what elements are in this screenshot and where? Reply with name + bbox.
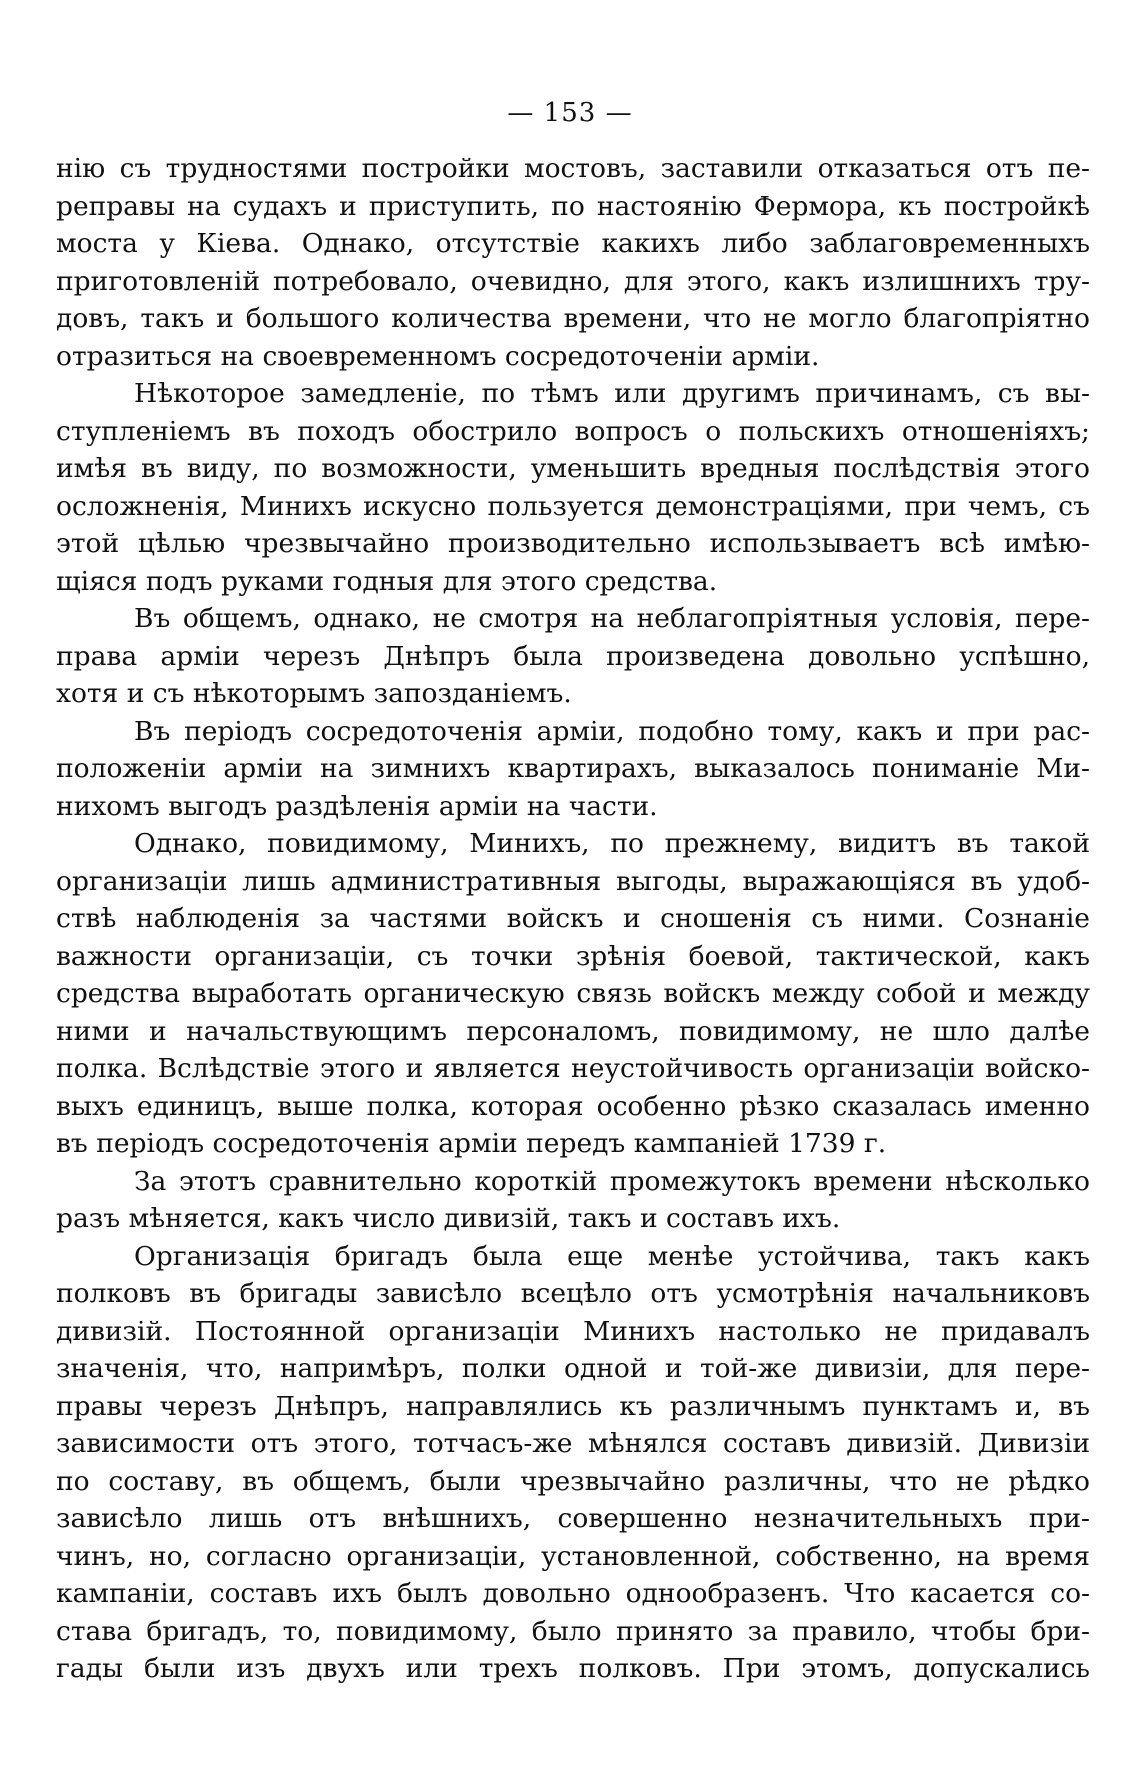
text-line: нію съ трудностями постройки мостовъ, заставили отказаться отъ пе- — [56, 153, 1090, 184]
text-line: имѣя въ виду, по возможности, уменьшить вредныя послѣдствія этого — [56, 453, 1090, 484]
text-line: отразиться на своевременномъ сосредоточеніи арміи. — [56, 340, 820, 372]
text-line: по составу, въ общемъ, были чрезвычайно различны, что не рѣдко — [56, 1465, 1090, 1497]
text-line: важности организаціи, съ точки зрѣнія боевой, тактической, какъ — [56, 940, 1090, 972]
text-line: ствѣ наблюденія за частями войскъ и сношенія съ ними. Сознаніе — [56, 903, 1090, 934]
paragraph-2 — [56, 375, 1090, 600]
text-line: дивизій. Постоянной организаціи Минихъ настолько не придавалъ — [56, 1315, 1090, 1347]
text-line: За этотъ сравнительно короткій промежутокъ времени нѣсколько — [134, 1165, 1090, 1197]
paragraph-3 — [56, 600, 1090, 713]
text-line: ними и начальствующимъ персоналомъ, повидимому, не шло далѣе — [56, 1015, 1090, 1047]
text-line: зависѣло лишь отъ внѣшнихъ, совершенно незначительныхъ при- — [56, 1503, 1090, 1534]
text-line: нихомъ выгодъ раздѣленія арміи на части. — [56, 790, 658, 822]
text-line: щіяся подъ руками годныя для этого средства. — [56, 565, 718, 597]
text-line: Однако, повидимому, Минихъ, по прежнему, видитъ въ такой — [134, 828, 1090, 859]
text-line: полковъ въ бригады зависѣло всецѣло отъ усмотрѣнія начальниковъ — [56, 1278, 1090, 1309]
text-line: приготовленій потребовало, очевидно, для этого, какъ излишнихъ тру- — [56, 265, 1090, 297]
text-line: хотя и съ нѣкоторымъ запозданіемъ. — [56, 678, 572, 709]
paragraph-5 — [56, 825, 1090, 1163]
text-body — [56, 150, 1090, 1688]
text-line: Въ періодъ сосредоточенія арміи, подобно тому, какъ и при рас- — [134, 715, 1090, 747]
text-line: кампаніи, составъ ихъ былъ довольно однообразенъ. Что касается со- — [56, 1578, 1090, 1609]
text-line: осложненія, Минихъ искусно пользуется демонстраціями, при чемъ, съ — [56, 490, 1090, 522]
text-line: организаціи лишь административныя выгоды, выражающіяся въ удоб- — [56, 865, 1090, 897]
paragraph-1 — [56, 150, 1090, 375]
text-line: разъ мѣняется, какъ число дивизій, такъ и составъ ихъ. — [56, 1203, 841, 1234]
paragraph-7 — [56, 1238, 1090, 1688]
text-line: Организація бригадъ была еще менѣе устойчива, такъ какъ — [134, 1240, 1090, 1272]
text-line: става бригадъ, то, повидимому, было принято за правило, чтобы бри- — [56, 1615, 1090, 1647]
text-line: довъ, такъ и большого количества времени, что не могло благопріятно — [56, 303, 1090, 334]
text-line: Въ общемъ, однако, не смотря на неблагопріятныя условія, пере- — [134, 603, 1090, 634]
text-line: въ періодъ сосредоточенія арміи передъ кампаніей 1739 г. — [56, 1128, 887, 1159]
paragraph-4 — [56, 713, 1090, 826]
text-line: средства выработать органическую связь войскъ между собой и между — [56, 978, 1090, 1009]
text-line: зависимости отъ этого, тотчасъ-же мѣнялся составъ дивизій. Дивизіи — [56, 1428, 1090, 1459]
paragraph-6 — [56, 1163, 1090, 1238]
text-line: полка. Вслѣдствіе этого и является неустойчивость организаціи войско- — [56, 1053, 1090, 1084]
text-line: положеніи арміи на зимнихъ квартирахъ, выказалось пониманіе Ми- — [56, 753, 1090, 784]
text-line: ступленіемъ въ походъ обострило вопросъ о польскихъ отношеніяхъ; — [56, 415, 1090, 447]
page-number: — 153 — — [507, 98, 633, 128]
text-line: выхъ единицъ, выше полка, которая особенно рѣзко сказалась именно — [56, 1090, 1090, 1122]
text-line: права арміи черезъ Днѣпръ была произведена довольно успѣшно, — [56, 640, 1090, 672]
text-line: чинъ, но, согласно организаціи, установленной, собственно, на время — [56, 1540, 1090, 1572]
text-line: правы черезъ Днѣпръ, направлялись къ различнымъ пунктамъ и, въ — [56, 1390, 1090, 1422]
text-line: моста у Кіева. Однако, отсутствіе какихъ либо заблаговременныхъ — [56, 228, 1090, 259]
text-line: значенія, что, напримѣръ, полки одной и той-же дивизіи, для пере- — [56, 1353, 1090, 1384]
text-line: этой цѣлью чрезвычайно производительно использываетъ всѣ имѣю- — [56, 528, 1090, 559]
text-line: Нѣкоторое замедленіе, по тѣмъ или другимъ причинамъ, съ вы- — [134, 378, 1090, 409]
text-line: гады были изъ двухъ или трехъ полковъ. При этомъ, допускались — [56, 1653, 1090, 1684]
text-line: реправы на судахъ и приступить, по настоянію Фермора, къ постройкѣ — [56, 190, 1090, 222]
